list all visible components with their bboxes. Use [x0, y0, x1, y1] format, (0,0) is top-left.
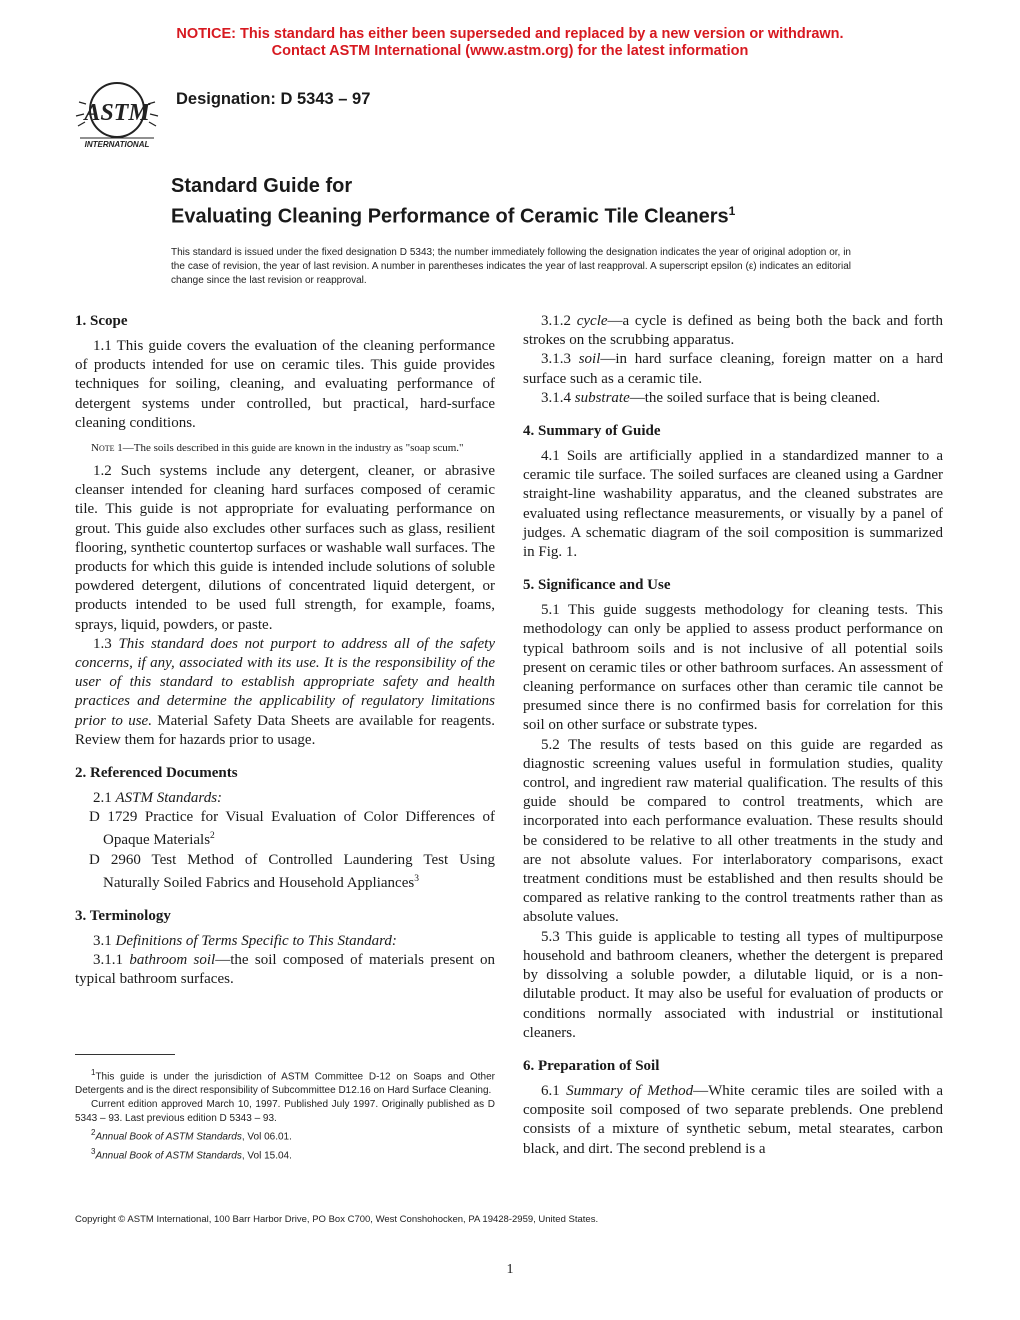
- footnote-1-sup: 1: [91, 1068, 96, 1077]
- para-3-1: [75, 932, 495, 951]
- right-column: [523, 312, 943, 1159]
- reference-d2960: [75, 851, 495, 893]
- logo-caption: INTERNATIONAL: [84, 140, 150, 149]
- note-1: [75, 441, 495, 455]
- para-2-1-label: ASTM Standards:: [115, 790, 223, 807]
- para-3-1-label: Definitions of Terms Specific to This Standard:: [115, 933, 397, 950]
- para-1-3: [75, 635, 495, 750]
- section-2-heading: 2. Referenced Documents: [75, 765, 238, 782]
- para-3-1-3-num: 3.1.3: [541, 351, 579, 368]
- issuance-statement: This standard is issued under the fixed designation D 5343; the number immediately following the designation indicates the year of original adoption or, in the case of revision, the year of last revision. A number in parentheses indicates the year of last reapproval. A superscript epsilon (ε) indicates an editorial change since the last revision or reapproval.: [171, 247, 851, 286]
- title-footnote-ref: 1: [728, 204, 736, 218]
- section-1-heading: 1. Scope: [75, 313, 128, 329]
- term-soil: soil: [578, 351, 601, 368]
- section-5-heading: 5. Significance and Use: [523, 577, 671, 594]
- document-title: [171, 174, 735, 230]
- withdrawal-notice: [0, 26, 1020, 60]
- para-5-3: 5.3 This guide is applicable to testing all types of multipurpose household and bathroom cleaners, whether the detergent is prepared by dissolving a soluble powder, a dilutable liquid, or is a non-dilutable product. It may also be useful for evaluation of products or conditions normally associated with industrial or institutional cleaners.: [523, 928, 943, 1041]
- def-soil: —in hard surface cleaning, foreign matter on a hard surface such as a ceramic tile.: [523, 351, 943, 387]
- para-3-1-num: 3.1: [93, 933, 116, 950]
- para-6-1-num: 6.1: [541, 1082, 567, 1099]
- note-1-label: Note 1: [91, 442, 123, 455]
- para-2-1-num: 2.1: [93, 790, 116, 807]
- reference-d2960-sup: 3: [414, 873, 419, 884]
- footnote-2-sup: 2: [91, 1128, 96, 1138]
- para-3-1-4-num: 3.1.4: [541, 389, 575, 406]
- term-substrate: substrate: [574, 389, 630, 406]
- footnote-2-volume: , Vol 06.01.: [241, 1131, 292, 1143]
- notice-line-1: NOTICE: This standard has either been superseded and replaced by a new version or withdrawn.: [176, 26, 844, 42]
- footnotes: [75, 1066, 495, 1163]
- para-1-3-num: 1.3: [93, 635, 119, 652]
- para-4-1: 4.1 Soils are artificially applied in a standardized manner to a ceramic tile surface. The soiled surfaces are cleaned using a Gardner straight-line washability apparatus, and the cleaned substrates are evaluated using reflectance measurements, or visually by a panel of judges. A schematic diagram of the soil composition is summarized in Fig. 1.: [523, 448, 943, 561]
- footnote-2-source: Annual Book of ASTM Standards: [95, 1131, 242, 1143]
- reference-d2960-text: D 2960 Test Method of Controlled Laundering Test Using Naturally Soiled Fabrics and Household Appliances: [89, 851, 495, 891]
- reference-d1729-text: D 1729 Practice for Visual Evaluation of Color Differences of Opaque Materials: [89, 809, 495, 849]
- section-6-heading: 6. Preparation of Soil: [523, 1057, 660, 1074]
- para-3-1-2: [523, 312, 943, 350]
- para-1-2: 1.2 Such systems include any detergent, cleaner, or abrasive cleanser intended for cleaning hard surfaces composed of ceramic tile. This guide is not appropriate for evaluating performance on grout. This guide also excludes other surfaces such as glass, resilient flooring, synthetic countertop surfaces or washable wall surfaces. The products for which this guide is intended include solutions of soluble powdered detergent, dilutions of concentrated liquid detergent, or products intended to be used full strength, for example, foams, sprays, liquid, powders, or paste.: [75, 463, 495, 633]
- reference-d1729: [75, 808, 495, 850]
- para-3-1-1-num: 3.1.1: [93, 952, 130, 969]
- section-4-heading: 4. Summary of Guide: [523, 423, 661, 440]
- note-1-text: —The soils described in this guide are known in the industry as "soap scum.": [122, 442, 464, 455]
- footnote-3-source: Annual Book of ASTM Standards: [95, 1149, 242, 1161]
- footnote-3-sup: 3: [91, 1146, 96, 1156]
- title-line-1: Standard Guide for: [171, 175, 353, 197]
- term-bathroom-soil: bathroom soil: [129, 952, 216, 969]
- logo-wordmark: ASTM: [84, 100, 150, 126]
- para-6-1-rest: —White ceramic tiles are soiled with a composite soil composed of two separate preblends. One preblend consists of a mixture of synthetic sebum, metal stearates, carbon black, and dirt. The second preblend is a: [523, 1082, 943, 1157]
- footnote-1-text: This guide is under the jurisdiction of ASTM Committee D-12 on Soaps and Other Detergents and is the direct responsibility of Subcommittee D12.16 on Hard Surface Cleaning.: [75, 1071, 495, 1097]
- para-3-1-1: [75, 951, 495, 989]
- footnote-3: [75, 1145, 495, 1163]
- para-5-1: 5.1 This guide suggests methodology for cleaning tests. This methodology can only be applied to assess product performance on typical bathroom soils and is not inclusive of all potential soils present on ceramic tiles or other bathroom surfaces. An assessment of cleaning performance on surfaces other than ceramic tile cannot be presumed since there is no confirmed basis for correlation for this soil on other surface or substrate types.: [523, 602, 943, 734]
- section-3-heading: 3. Terminology: [75, 908, 171, 925]
- designation: Designation: D 5343 – 97: [176, 90, 371, 108]
- para-3-1-4: [523, 389, 943, 408]
- para-1-3-rest: Material Safety Data Sheets are available for reagents. Review them for hazards prior to usage.: [75, 712, 495, 748]
- para-1-1: 1.1 This guide covers the evaluation of the cleaning performance of products intended for use on ceramic tiles. This guide provides techniques for soiling, cleaning, and evaluating performance of detergent systems under controlled, but practical, hard-surface cleaning conditions.: [75, 338, 495, 431]
- reference-d1729-sup: 2: [210, 831, 215, 842]
- para-1-3-caveat: This standard does not purport to address all of the safety concerns, if any, associated with its use. It is the responsibility of the user of this standard to establish appropriate safety and health practices and determine the applicability of regulatory limitations prior to use.: [75, 635, 496, 729]
- def-bathroom-soil: —the soil composed of materials present on typical bathroom surfaces.: [75, 952, 496, 988]
- para-3-1-2-num: 3.1.2: [541, 313, 577, 329]
- def-substrate: —the soiled surface that is being cleaned.: [629, 389, 881, 406]
- para-3-1-3: [523, 350, 943, 388]
- copyright-line: Copyright © ASTM International, 100 Barr Harbor Drive, PO Box C700, West Conshohocken, PA 19428-2959, United States.: [75, 1214, 599, 1225]
- page-number: 1: [506, 1262, 514, 1277]
- def-cycle: —a cycle is defined as being both the back and forth strokes on the scrubbing apparatus.: [523, 313, 944, 349]
- footnote-2: [75, 1126, 495, 1144]
- para-6-1-label: Summary of Method: [566, 1082, 694, 1099]
- footnote-3-volume: , Vol 15.04.: [241, 1149, 292, 1161]
- astm-logo-icon: [74, 78, 160, 150]
- notice-line-2: Contact ASTM International (www.astm.org) for the latest information: [271, 43, 749, 59]
- title-line-2: Evaluating Cleaning Performance of Ceramic Tile Cleaners: [171, 205, 729, 228]
- footnote-divider: [75, 1054, 175, 1055]
- term-cycle: cycle: [576, 313, 608, 329]
- para-5-2: 5.2 The results of tests based on this guide are regarded as diagnostic screening values useful in formulation studies, quality control, and ingredient raw material qualification. The results of this guide should be compared to control treatments, which are incorporated into each performance evaluation. These results should be considered to be relative to all other treatments in the study and are not absolute values. For interlaboratory comparisons, exact treatment conditions must be established and then results should be compared as relative ranking to the control treatments rather than as absolute values.: [523, 736, 943, 926]
- para-2-1: [75, 789, 495, 808]
- para-6-1: [523, 1082, 943, 1159]
- left-column: [75, 312, 495, 990]
- footnote-1-edition: Current edition approved March 10, 1997. Published July 1997. Originally published as D 5343 – 93. Last previous edition D 5343 – 93.: [75, 1099, 495, 1125]
- footnote-1: [75, 1066, 495, 1098]
